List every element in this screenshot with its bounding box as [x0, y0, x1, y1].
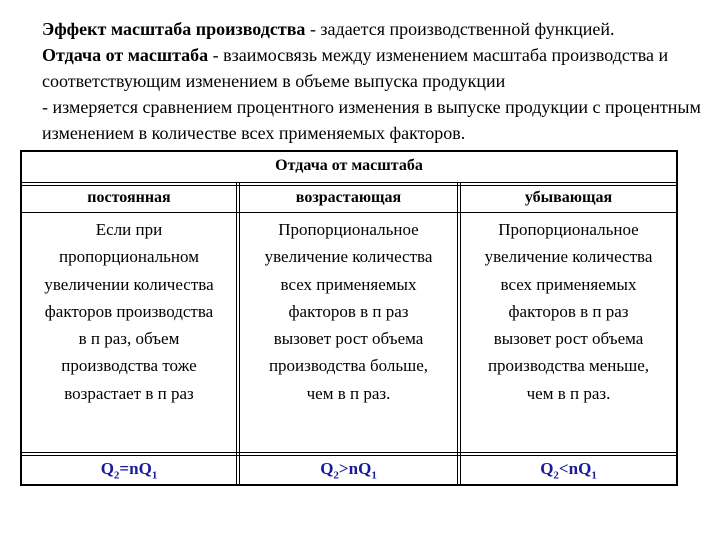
text-line: Пропорциональное — [498, 220, 639, 239]
returns-to-scale-table — [20, 150, 678, 486]
text-line: увеличение количества — [264, 247, 433, 267]
text-line: в п раз, объем — [78, 329, 180, 349]
formula-n: n — [348, 459, 359, 478]
text-line: всех применяемых — [500, 274, 637, 294]
intro-line-3: - измеряется сравнением процентного изменения в выпуске продукции с процентным изменением в количестве всех применяемых факторов. — [42, 97, 701, 143]
text-line: факторов в п раз — [288, 301, 409, 321]
text-line: чем в п раз. — [306, 383, 391, 403]
cell-decreasing-description — [461, 216, 676, 407]
rule-under-title — [22, 182, 676, 186]
formula-n: n — [129, 459, 139, 478]
header-constant: постоянная — [87, 189, 171, 206]
text-line: Если при — [95, 220, 163, 239]
formula-q: Q — [138, 459, 152, 478]
cell-constant-description — [22, 216, 236, 407]
formula-operator: > — [338, 459, 349, 478]
formula-sub: 2 — [113, 469, 120, 482]
formula-q: Q — [100, 459, 114, 478]
formula-q: Q — [358, 459, 372, 478]
table-title: Отдача от масштаба — [275, 157, 423, 174]
rule-above-formulas — [22, 452, 676, 456]
header-decreasing: убывающая — [524, 189, 613, 206]
text-line: увеличение количества — [484, 247, 653, 267]
text-line: вызовет рост объема — [493, 329, 644, 349]
term-scale-effect-definition: - задается производственной функцией. — [305, 19, 615, 39]
formula-sub: 1 — [151, 469, 158, 482]
text-line: производства тоже — [61, 356, 197, 376]
term-returns-to-scale: Отдача от масштаба — [42, 45, 209, 65]
text-line: чем в п раз. — [526, 383, 611, 403]
text-line: возрастает в п раз — [64, 383, 194, 403]
text-line: вызовет рост объема — [273, 329, 424, 349]
formula-sub: 2 — [553, 469, 559, 482]
formula-decreasing — [461, 459, 676, 481]
header-increasing: возрастающая — [295, 189, 402, 206]
formula-increasing — [240, 459, 457, 481]
term-returns-to-scale-definition: - взаимосвязь между изменением масштаба производства и соответствующим изменением в объеме выпуска продукции — [42, 45, 669, 91]
intro-text — [20, 16, 710, 146]
intro-line-1 — [20, 16, 710, 42]
rule-under-headers — [22, 212, 676, 213]
text-line: факторов в п раз — [508, 301, 629, 321]
term-scale-effect: Эффект масштаба производства — [42, 19, 306, 39]
formula-sub: 2 — [333, 469, 339, 482]
cell-increasing-description — [240, 216, 457, 407]
formula-q: Q — [540, 459, 554, 478]
formula-sub: 1 — [591, 469, 597, 482]
formula-operator: = — [119, 459, 130, 478]
formula-n: n — [568, 459, 579, 478]
formula-constant — [22, 459, 236, 481]
text-line: производства больше, — [268, 356, 429, 376]
formula-operator: < — [558, 459, 569, 478]
text-line: факторов производства — [44, 301, 214, 321]
text-line: Пропорциональное — [278, 220, 419, 239]
formula-q: Q — [578, 459, 592, 478]
intro-line-2 — [20, 42, 710, 94]
text-line: увеличении количества — [44, 274, 214, 294]
text-line: всех применяемых — [280, 274, 417, 294]
text-line: производства меньше, — [487, 356, 650, 376]
formula-q: Q — [320, 459, 334, 478]
formula-sub: 1 — [371, 469, 377, 482]
text-line: пропорциональном — [59, 247, 199, 267]
